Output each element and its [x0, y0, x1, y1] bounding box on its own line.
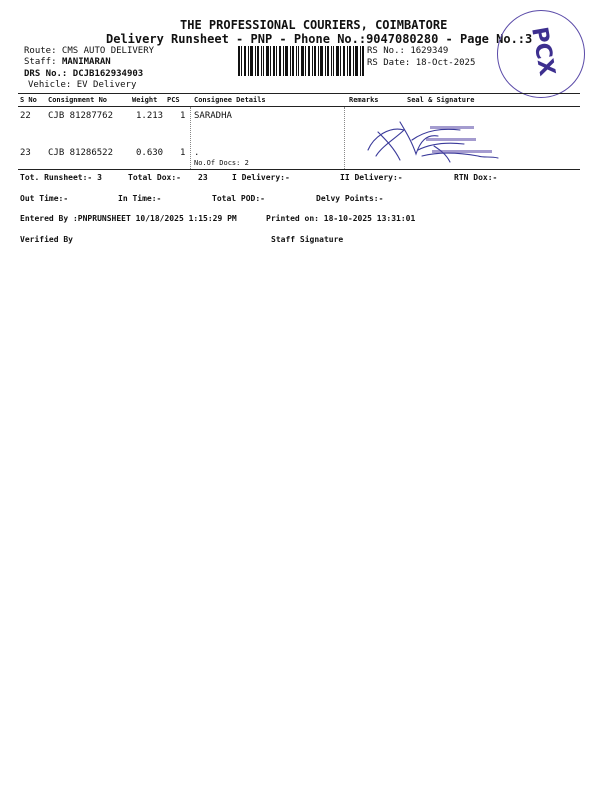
col-sno: S No	[20, 96, 37, 104]
total-pod: Total POD:-	[212, 194, 265, 203]
table-bottom-rule	[18, 169, 580, 170]
total-dox-value: 23	[198, 173, 208, 182]
route-text: Route: CMS AUTO DELIVERY	[24, 46, 155, 56]
verified-by: Verified By	[20, 235, 73, 244]
tot-runsheet: Tot. Runsheet:- 3	[20, 173, 102, 182]
row-pcs: 1	[180, 111, 186, 121]
col-consignee: Consignee Details	[194, 96, 266, 104]
i-delivery: I Delivery:-	[232, 173, 290, 182]
drs-label: DRS No.:	[24, 69, 68, 79]
row-sno: 22	[20, 111, 31, 121]
column-divider	[344, 107, 345, 169]
printed-on: Printed on: 18-10-2025 13:31:01	[266, 214, 416, 223]
total-dox-label: Total Dox:-	[128, 173, 181, 182]
pcx-stamp	[497, 10, 585, 98]
signature-icon	[360, 112, 510, 172]
stamp-text: PCX	[526, 25, 560, 78]
ii-delivery: II Delivery:-	[340, 173, 403, 182]
row-docs-count: No.Of Docs: 2	[194, 159, 249, 167]
company-title: THE PROFESSIONAL COURIERS, COIMBATORE	[180, 18, 448, 32]
in-time: In Time:-	[118, 194, 162, 203]
row-weight: 0.630	[136, 148, 164, 158]
rtn-dox: RTN Dox:-	[454, 173, 498, 182]
rs-date: RS Date: 18-Oct-2025	[367, 58, 476, 68]
row-weight: 1.213	[136, 111, 164, 121]
entered-by: Entered By :PNPRUNSHEET 10/18/2025 1:15:29 PM	[20, 214, 237, 223]
runsheet-subtitle: Delivery Runsheet - PNP - Phone No.:9047080280 - Page No.:3	[106, 32, 533, 46]
table-header-rule	[18, 106, 580, 107]
row-consignment: CJB 81287762	[48, 111, 114, 121]
col-weight: Weight	[132, 96, 158, 104]
col-remarks: Remarks	[349, 96, 379, 104]
delvy-points: Delvy Points:-	[316, 194, 384, 203]
staff-label: Staff:	[24, 57, 57, 67]
row-consignee: SARADHA	[194, 111, 232, 121]
row-consignment: CJB 81286522	[48, 148, 114, 158]
col-consignment: Consignment No	[48, 96, 108, 104]
barcode-icon	[238, 46, 364, 76]
col-seal-signature: Seal & Signature	[407, 96, 475, 104]
col-pcs: PCS	[167, 96, 180, 104]
vehicle-text: Vehicle: EV Delivery	[28, 80, 137, 90]
drs-line	[24, 69, 143, 79]
row-consignee: .	[194, 148, 200, 158]
staff-line	[24, 57, 111, 67]
staff-signature-label: Staff Signature	[271, 235, 344, 244]
rs-number: RS No.: 1629349	[367, 46, 449, 56]
table-top-rule	[18, 93, 580, 94]
drs-value: DCJB162934903	[72, 69, 144, 79]
staff-value: MANIMARAN	[61, 57, 111, 67]
row-pcs: 1	[180, 148, 186, 158]
row-sno: 23	[20, 148, 31, 158]
out-time: Out Time:-	[20, 194, 69, 203]
column-divider	[190, 107, 191, 169]
